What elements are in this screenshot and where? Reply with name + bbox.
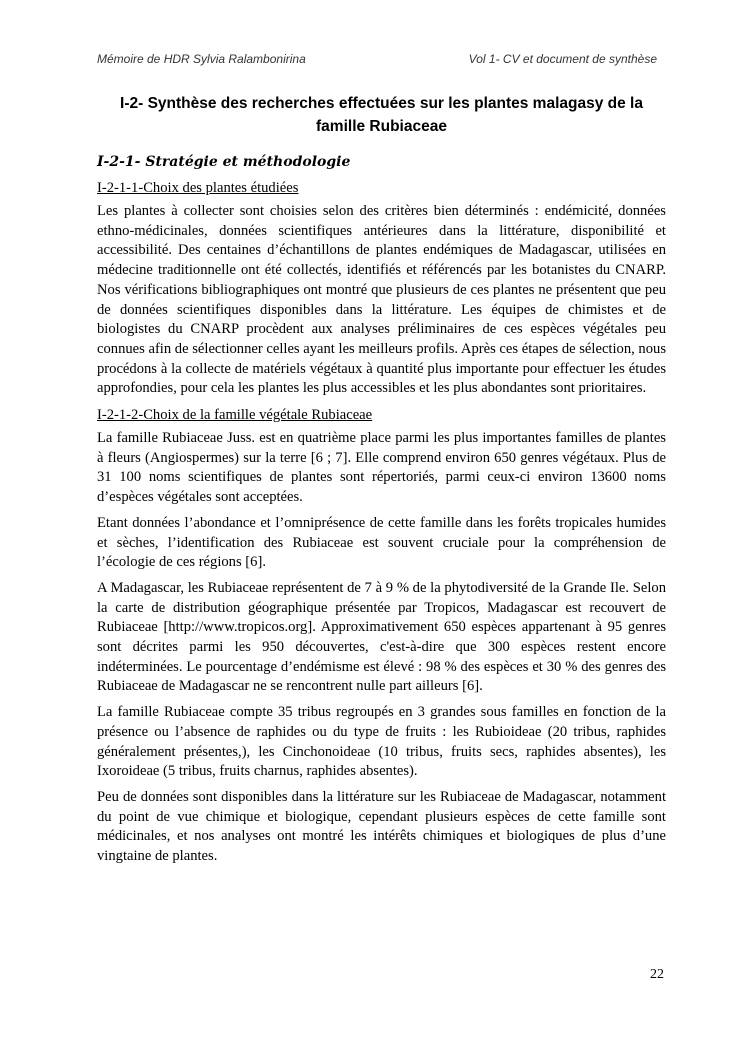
paragraph: Peu de données sont disponibles dans la littérature sur les Rubiaceae de Madagascar, notamment du point de vue chimique et biologique, cependant plusieurs espèces de cette famille sont médicinales, et nos analyses ont montré les intérêts chimiques et biologiques de plus d’une vingtaine de plantes. xyxy=(97,788,666,865)
header-right: Vol 1- CV et document de synthèse xyxy=(468,52,657,66)
paragraph: Les plantes à collecter sont choisies selon des critères bien déterminés : endémicité, données ethno-médicinales, données scientifiques antérieures dans la littérature, disponibilité et accessibilité. Des centaines d’échantillons de plantes endémiques de Madagascar, utilisées en médecine traditionnelle ont été collectés, identifiés et référencés par les botanistes du CNARP. Nos vérifications bibliographiques ont montré que plusieurs de ces plantes ne présentent que peu de données scientifiques disponibles dans la littérature. Les équipes de chimistes et de biologistes du CNARP procèdent aux analyses préliminaires de ces espèces végétales peu connues afin de sélectionner celles ayant les meilleurs profils. Après ces étapes de sélection, nous procédons à la collecte de matériels végétaux à quantité plus importante pour effectuer les études approfondies, pour cela les plantes les plus accessibles et les plus abondantes sont prioritaires. xyxy=(97,203,666,397)
section-heading: I-2-1-1-Choix des plantes étudiées xyxy=(97,180,299,196)
section-choix-famille xyxy=(97,405,666,867)
paragraph: La famille Rubiaceae compte 35 tribus regroupés en 3 grandes sous familles en fonction de la présence ou l’absence de raphides ou du type de fruits : les Rubioideae (20 tribus, raphides généralement présentes,), les Cinchonoideae (10 tribus, fruits secs, raphides absentes), les Ixoroideae (5 tribus, fruits charnus, raphides absentes). xyxy=(97,704,666,780)
page-number: 22 xyxy=(650,967,664,982)
paragraph: Etant données l’abondance et l’omniprésence de cette famille dans les forêts tropicales humides et sèches, l’identification des Rubiaceae est souvent cruciale pour la compréhension de l’écologie de ces régions [6]. xyxy=(97,514,666,571)
section-choix-plantes xyxy=(97,178,666,399)
section-heading: I-2-1-2-Choix de la famille végétale Rubiaceae xyxy=(97,407,373,424)
paragraph: La famille Rubiaceae Juss. est en quatrième place parmi les plus importantes familles de plantes à fleurs (Angiospermes) sur la terre [6 ; 7]. Elle comprend environ 650 genres végétaux. Plus de 31 100 noms scientifiques de plantes sont répertoriés, parmi ceux-ci environ 13600 noms d’espèces végétales sont acceptées. xyxy=(97,430,666,506)
paragraph: A Madagascar, les Rubiaceae représentent de 7 à 9 % de la phytodiversité de la Grande Ile. Selon la carte de distribution géographique présentée par Tropicos, Madagascar est recouvert de Rubiaceae [http://www.tropicos.org]. Approximativement 650 espèces appartenant à 95 genres sont décrites parmi les 950 découvertes, c'est-à-dire que 300 espèces restent encore indéterminées. Le pourcentage d’endémisme est élevé : 98 % des espèces et 30 % des genres des Rubiaceae de Madagascar ne se rencontrent nulle part ailleurs [6]. xyxy=(97,579,666,695)
header-left: Mémoire de HDR Sylvia Ralambonirina xyxy=(97,52,306,66)
subsection-title: I-2-1- Stratégie et méthodologie xyxy=(97,154,351,170)
page-title: I-2- Synthèse des recherches effectuées sur les plantes malagasy de la famille Rubiaceae xyxy=(120,95,643,135)
page-content xyxy=(97,92,666,873)
